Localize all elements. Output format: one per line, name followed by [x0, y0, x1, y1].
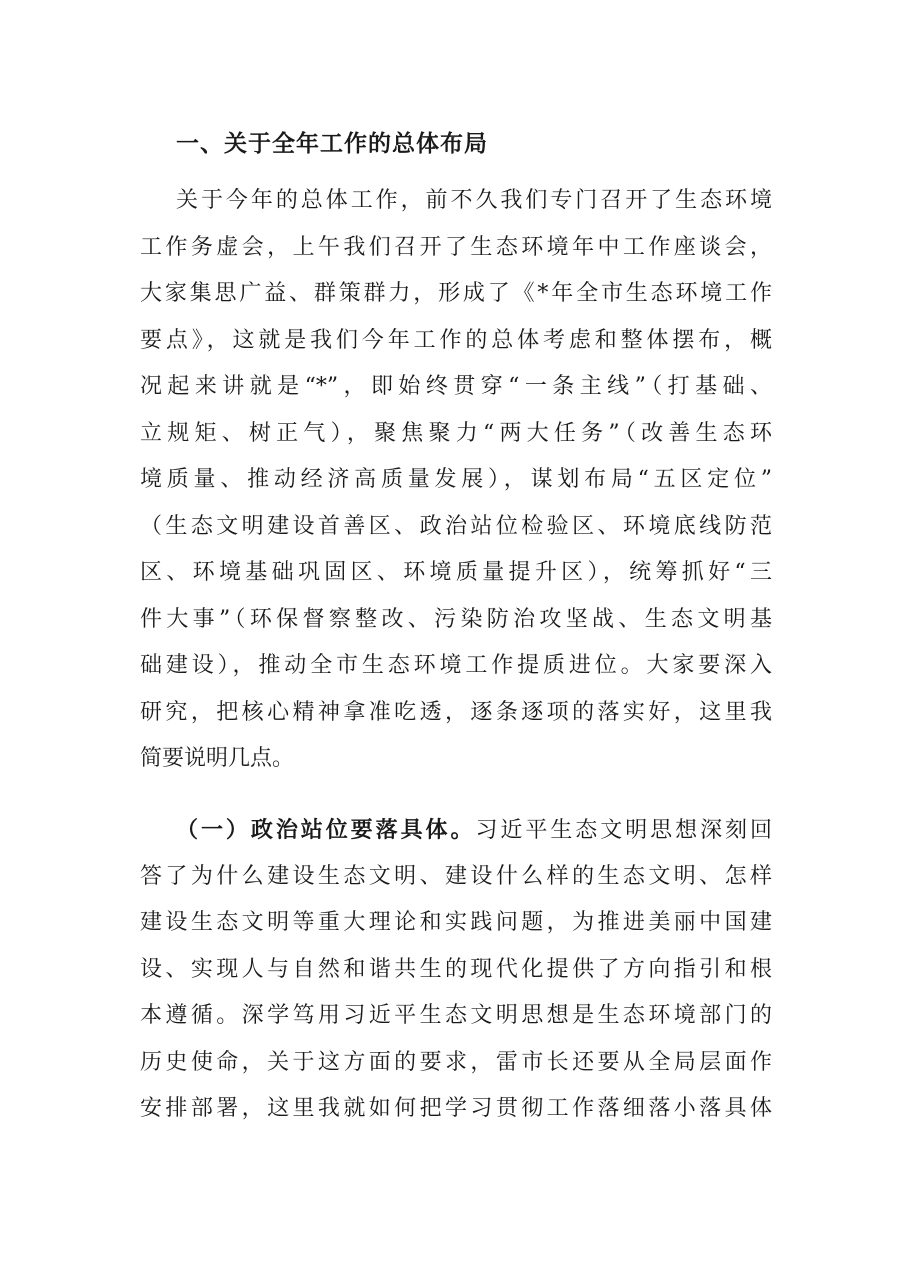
paragraph-political-stance	[140, 807, 772, 1133]
paragraph-line: 安排部署，这里我就如何把学习贯彻工作落细落小落具体	[140, 1096, 772, 1121]
paragraph-line: 简要说明几点。	[140, 746, 295, 771]
paragraph-line: 研究，把核心精神拿准吃透，逐条逐项的落实好，这里我	[140, 699, 772, 725]
paragraph-line: 件大事”（环保督察整改、污染防治攻坚战、生态文明基	[140, 606, 772, 632]
paragraph-text: 习近平生态文明思想深刻回	[475, 818, 772, 843]
subsection-title: （一）政治站位要落具体。	[176, 817, 476, 843]
paragraph-overall-layout	[140, 178, 772, 783]
paragraph-line: 关于今年的总体工作，前不久我们专门召开了生态环境	[176, 188, 772, 213]
paragraph-line: 区、环境基础巩固区、环境质量提升区），统筹抓好“三	[140, 560, 772, 585]
paragraph-line: 立规矩、树正气），聚焦聚力“两大任务”（改善生态环	[140, 420, 772, 446]
section-heading: 一、关于全年工作的总体布局	[176, 130, 488, 157]
paragraph-line: 建设生态文明等重大理论和实践问题，为推进美丽中国建	[140, 910, 772, 935]
paragraph-line: 况起来讲就是“*”，即始终贯穿“一条主线”（打基础、	[140, 374, 772, 399]
paragraph-line: 历史使命，关于这方面的要求，雷市长还要从全局层面作	[140, 1049, 772, 1075]
paragraph-line: （生态文明建设首善区、政治站位检验区、环境底线防范	[140, 513, 772, 539]
paragraph-line: 答了为什么建设生态文明、建设什么样的生态文明、怎样	[140, 863, 772, 889]
paragraph-line: 设、实现人与自然和谐共生的现代化提供了方向指引和根	[140, 956, 772, 982]
paragraph-line: 本遵循。深学笃用习近平生态文明思想是生态环境部门的	[140, 1003, 772, 1028]
paragraph-line: 工作务虚会，上午我们召开了生态环境年中工作座谈会，	[140, 234, 772, 260]
paragraph-line: 础建设），推动全市生态环境工作提质进位。大家要深入	[140, 653, 772, 678]
paragraph-line: 要点》，这就是我们今年工作的总体考虑和整体摆布，概	[140, 327, 772, 353]
paragraph-first-line	[140, 807, 772, 854]
paragraph-line: 大家集思广益、群策群力，形成了《*年全市生态环境工作	[140, 281, 772, 306]
paragraph-line: 境质量、推动经济高质量发展），谋划布局“五区定位”	[140, 467, 772, 492]
